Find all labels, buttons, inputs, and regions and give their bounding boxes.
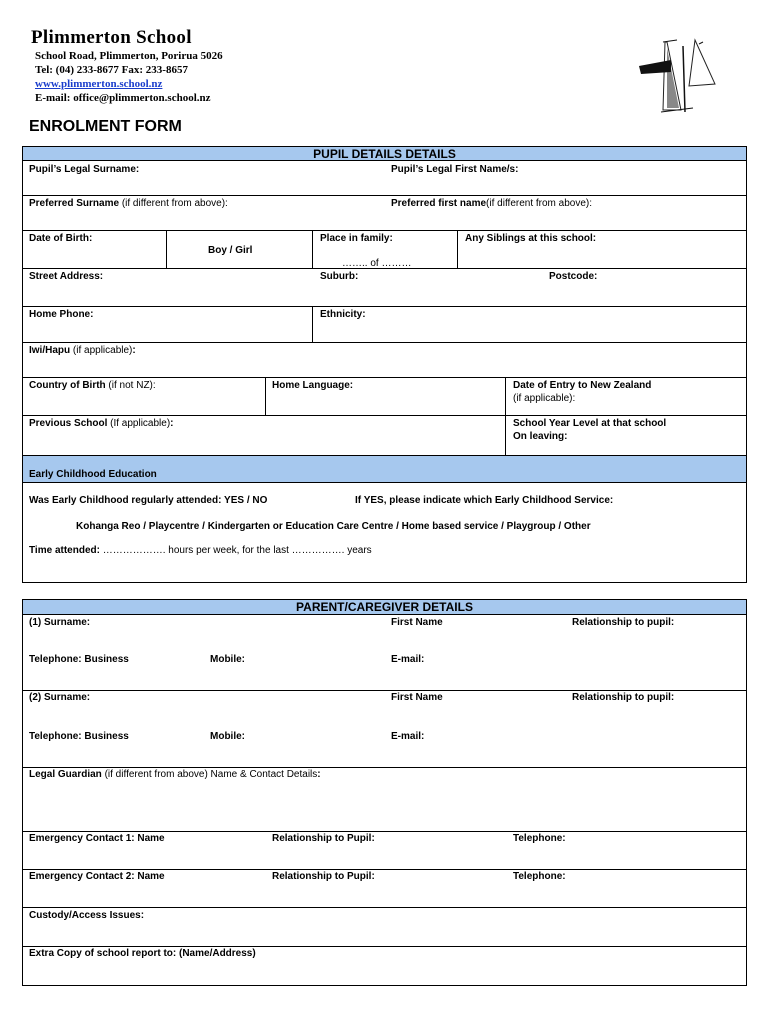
label-emergency1-name: Emergency Contact 1: Name	[29, 833, 165, 844]
pupil-details-section	[22, 146, 747, 583]
label-emergency2-name: Emergency Contact 2: Name	[29, 871, 165, 882]
divider	[22, 767, 747, 768]
divider	[505, 377, 506, 455]
label-postcode: Postcode:	[549, 271, 598, 282]
label-parent1-mobile: Mobile:	[210, 654, 245, 665]
pupil-details-heading: PUPIL DETAILS DETAILS	[313, 147, 456, 161]
label-ethnicity: Ethnicity:	[320, 309, 366, 320]
label-parent1-first-name: First Name	[391, 617, 443, 628]
label-on-leaving: On leaving:	[513, 431, 568, 442]
boy-girl-option: Boy / Girl	[208, 245, 253, 256]
divider	[22, 690, 747, 691]
label-parent2-telephone: Telephone: Business	[29, 731, 129, 742]
label-legal-surname: Pupil’s Legal Surname:	[29, 164, 140, 175]
label-parent2-mobile: Mobile:	[210, 731, 245, 742]
label-suburb: Suburb:	[320, 271, 359, 282]
divider	[22, 377, 747, 378]
divider	[166, 230, 167, 268]
parent-details-heading: PARENT/CAREGIVER DETAILS	[296, 600, 473, 614]
label-parent1-email: E-mail:	[391, 654, 425, 665]
label-street-address: Street Address:	[29, 271, 104, 282]
divider	[22, 195, 747, 196]
divider	[22, 831, 747, 832]
label-parent2-email: E-mail:	[391, 731, 425, 742]
label-preferred-first-name: Preferred first name(if different from above):	[391, 198, 593, 209]
school-address: School Road, Plimmerton, Porirua 5026	[35, 50, 223, 62]
label-date-of-entry-note: (if applicable):	[513, 393, 576, 404]
divider	[457, 230, 458, 268]
label-preferred-surname: Preferred Surname (if different from above):	[29, 198, 228, 209]
divider	[22, 907, 747, 908]
website-link[interactable]: www.plimmerton.school.nz	[35, 78, 163, 90]
divider	[22, 306, 747, 307]
ece-service-options: Kohanga Reo / Playcentre / Kindergarten or Education Care Centre / Home based service / Playgroup / Other	[76, 521, 591, 532]
label-emergency1-telephone: Telephone:	[513, 833, 566, 844]
school-phone-fax: Tel: (04) 233-8677 Fax: 233-8657	[35, 64, 188, 76]
school-email: E-mail: office@plimmerton.school.nz	[35, 92, 211, 104]
label-legal-guardian: Legal Guardian (if different from above) Name & Contact Details:	[29, 769, 321, 780]
divider	[22, 230, 747, 231]
label-legal-first-name: Pupil’s Legal First Name/s:	[391, 164, 519, 175]
label-emergency1-relationship: Relationship to Pupil:	[272, 833, 375, 844]
sailboat-logo	[637, 38, 717, 116]
label-emergency2-relationship: Relationship to Pupil:	[272, 871, 375, 882]
label-time-attended: Time attended: ………………. hours per week, for the last ……………. years	[29, 545, 372, 556]
label-home-language: Home Language:	[272, 380, 354, 391]
label-parent1-surname: (1) Surname:	[29, 617, 91, 628]
label-home-phone: Home Phone:	[29, 309, 94, 320]
label-date-of-birth: Date of Birth:	[29, 233, 93, 244]
place-of-blank: …….. of ………	[342, 258, 412, 269]
ece-heading: Early Childhood Education	[29, 469, 157, 480]
label-place-in-family: Place in family:	[320, 233, 393, 244]
label-parent2-surname: (2) Surname:	[29, 692, 91, 703]
label-year-level: School Year Level at that school	[513, 418, 667, 429]
ece-attended-question: Was Early Childhood regularly attended: YES / NO	[29, 495, 268, 506]
label-iwi-hapu: Iwi/Hapu (if applicable):	[29, 345, 136, 356]
divider	[22, 342, 747, 343]
label-parent2-first-name: First Name	[391, 692, 443, 703]
divider	[22, 415, 747, 416]
label-date-of-entry: Date of Entry to New Zealand	[513, 380, 652, 391]
label-custody-issues: Custody/Access Issues:	[29, 910, 145, 921]
divider	[265, 377, 266, 415]
divider	[312, 230, 313, 268]
label-siblings: Any Siblings at this school:	[465, 233, 597, 244]
divider	[22, 946, 747, 947]
label-country-of-birth: Country of Birth (if not NZ):	[29, 380, 156, 391]
label-parent2-relationship: Relationship to pupil:	[572, 692, 675, 703]
parent-details-section	[22, 599, 747, 986]
school-name: Plimmerton School	[31, 27, 192, 48]
divider	[312, 306, 313, 342]
form-title: ENROLMENT FORM	[29, 118, 182, 135]
label-parent1-telephone: Telephone: Business	[29, 654, 129, 665]
ece-indicate-question: If YES, please indicate which Early Childhood Service:	[355, 495, 614, 506]
label-parent1-relationship: Relationship to pupil:	[572, 617, 675, 628]
label-previous-school: Previous School (If applicable):	[29, 418, 174, 429]
divider	[22, 869, 747, 870]
label-extra-copy-report: Extra Copy of school report to: (Name/Address)	[29, 948, 256, 959]
school-website[interactable]	[35, 78, 162, 90]
label-emergency2-telephone: Telephone:	[513, 871, 566, 882]
